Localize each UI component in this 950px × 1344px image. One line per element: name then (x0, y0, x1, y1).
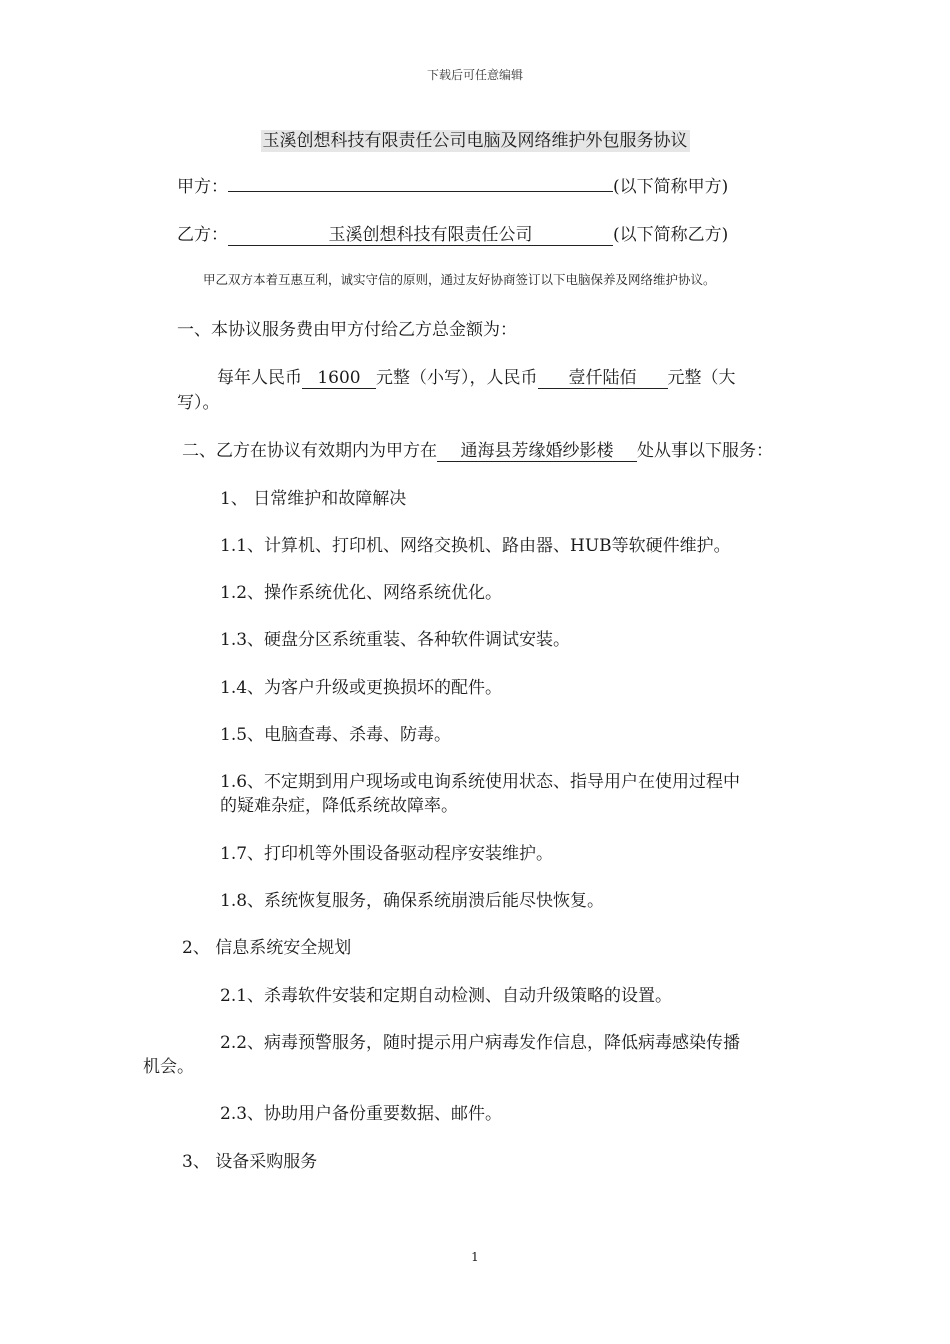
list-item: 2.1、杀毒软件安装和定期自动检测、自动升级策略的设置。 (220, 986, 673, 1006)
list-item: 1.8、系统恢复服务，确保系统崩溃后能尽快恢复。 (220, 891, 605, 911)
amount-big-field: 壹仟陆佰 (538, 368, 668, 389)
list-item: 2.3、协助用户备份重要数据、邮件。 (220, 1104, 503, 1124)
sub2-heading: 2、 信息系统安全规划 (182, 938, 352, 958)
list-item: 1.1、计算机、打印机、网络交换机、路由器、HUB等软硬件维护。 (220, 536, 731, 556)
page-header: 下载后可任意编辑 (426, 68, 523, 82)
page-number: 1 (471, 1250, 479, 1264)
list-item: 2.2、病毒预警服务，随时提示用户病毒发作信息，降低病毒感染传播 (220, 1033, 741, 1053)
amount-small-field: 1600 (302, 368, 376, 389)
sub1-heading: 1、 日常维护和故障解决 (220, 489, 407, 509)
list-item: 1.4、为客户升级或更换损坏的配件。 (220, 678, 503, 698)
party-a-suffix: (以下简称甲方) (613, 177, 729, 197)
section1-wrap: 写）。 (177, 393, 220, 413)
party-a-label: 甲方： (177, 177, 228, 197)
intro-paragraph: 甲乙双方本着互惠互利，诚实守信的原则，通过友好协商签订以下电脑保养及网络维护协议。 (203, 272, 716, 287)
title-text: 玉溪创想科技有限责任公司电脑及网络维护外包服务协议 (262, 131, 688, 151)
section2-suffix: 处从事以下服务： (637, 441, 773, 461)
section1-heading: 一、本协议服务费由甲方付给乙方总金额为： (177, 320, 517, 340)
party-a-line (177, 172, 728, 197)
section2-prefix: 二、乙方在协议有效期内为甲方在 (182, 441, 437, 461)
party-b-suffix: (以下简称乙方) (613, 225, 729, 245)
party-b-line (177, 220, 728, 246)
list-item: 1.3、硬盘分区系统重装、各种软件调试安装。 (220, 630, 571, 650)
section2-line (182, 436, 773, 462)
location-field: 通海县芳缘婚纱影楼 (437, 441, 637, 462)
party-b-label: 乙方： (177, 225, 228, 245)
amount-prefix: 每年人民币 (217, 368, 302, 388)
section1-amount-line (217, 363, 736, 389)
document-title (0, 126, 950, 151)
list-item-wrap: 的疑难杂症，降低系统故障率。 (220, 796, 458, 816)
list-item-wrap: 机会。 (143, 1057, 194, 1077)
list-item: 1.2、操作系统优化、网络系统优化。 (220, 583, 503, 603)
list-item: 1.7、打印机等外围设备驱动程序安装维护。 (220, 844, 554, 864)
amount-suffix: 元整（大 (667, 368, 736, 388)
list-item: 1.5、电脑查毒、杀毒、防毒。 (220, 725, 452, 745)
party-b-field: 玉溪创想科技有限责任公司 (228, 225, 613, 246)
list-item: 1.6、不定期到用户现场或电询系统使用状态、指导用户在使用过程中 (220, 772, 741, 792)
party-a-field (228, 191, 613, 192)
amount-mid: 元整（小写），人民币 (376, 368, 538, 388)
sub3-heading: 3、 设备采购服务 (182, 1152, 318, 1172)
